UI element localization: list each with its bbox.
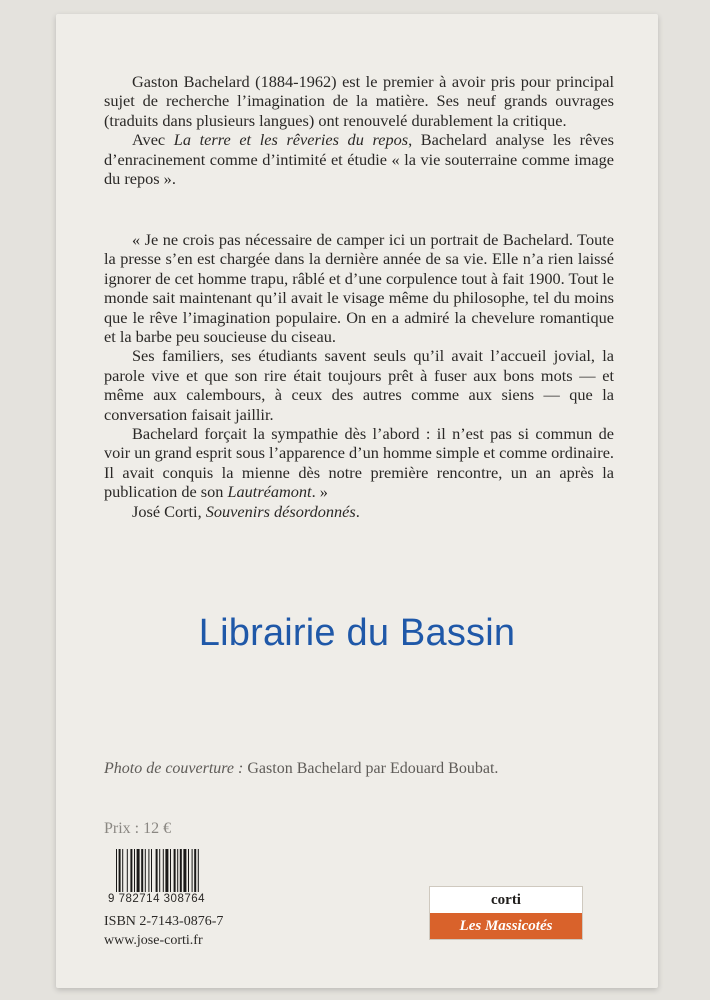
- quote-p3-title: Lautréamont: [227, 482, 312, 502]
- photo-credit: [104, 760, 498, 778]
- quote-paragraph-3: [104, 424, 614, 502]
- quote-source: Souvenirs désordonnés: [205, 501, 356, 521]
- quote-section: [104, 230, 614, 521]
- isbn: ISBN 2-7143-0876-7: [104, 914, 224, 929]
- bookstore-watermark: Librairie du Bassin: [198, 612, 516, 654]
- publisher-series: Les Massicotés: [430, 913, 582, 939]
- photo-credit-label: Photo de couverture :: [104, 760, 244, 777]
- quote-source-end: .: [355, 501, 360, 521]
- book-title: La terre et les rêveries du repos: [173, 130, 409, 150]
- intro-p2-suffix: , Bachelard analyse les rêves d’enracinement comme d’intimité et étudie « la vie souterraine comme image du repos ».: [104, 130, 614, 189]
- quote-attribution: [104, 502, 614, 521]
- photo-credit-text: Gaston Bachelard par Edouard Boubat.: [243, 760, 499, 777]
- intro-paragraph-1: Gaston Bachelard (1884-1962) est le premier à avoir pris pour principal sujet de recherche l’imagination de la matière. Ses neuf grands ouvrages (traduits dans plusieurs langues) ont renouvelé durablement la critique.: [104, 72, 614, 130]
- price-label: Prix : 12 €: [104, 820, 172, 837]
- quote-paragraph-1: « Je ne crois pas nécessaire de camper ici un portrait de Bachelard. Toute la presse s’en est chargée dans la dernière année de sa vie. Elle n’a rien laissé ignorer de cet homme trapu, râblé et d’une corpulence tout à fait 1900. Tout le monde sait maintenant qu’il avait le visage même du philosophe, tel du moins que le rêve l’imagination populaire. On en a admiré la chevelure romantique et la barbe peu soucieuse du ciseau.: [104, 230, 614, 347]
- publisher-logo: [429, 886, 583, 940]
- intro-section: [104, 72, 614, 188]
- quote-paragraph-2: Ses familiers, ses étudiants savent seuls qu’il avait l’accueil jovial, la parole vive et que son rire était toujours prêt à fuser aux bons mots — et même aux calembours, à ceux des autres comme aux siens — que la conversation faisait jaillir.: [104, 346, 614, 424]
- quote-p3-end: . »: [311, 482, 328, 502]
- publisher-website: www.jose-corti.fr: [104, 933, 203, 948]
- barcode-digits: 9 782714 308764: [108, 893, 206, 905]
- quote-p3-text: Bachelard forçait la sympathie dès l’abord : il n’est pas si commun de voir un grand esprit sous l’apparence d’un homme simple et comme ordinaire. Il avait conquis la mienne dès notre première rencontre, un an après la publication de son: [104, 424, 614, 502]
- intro-p2-prefix: Avec: [132, 130, 174, 150]
- quote-author: José Corti,: [132, 501, 206, 521]
- book-back-cover: [56, 14, 658, 988]
- publisher-name: corti: [430, 887, 582, 913]
- barcode-icon: [116, 849, 236, 892]
- intro-paragraph-2: [104, 130, 614, 188]
